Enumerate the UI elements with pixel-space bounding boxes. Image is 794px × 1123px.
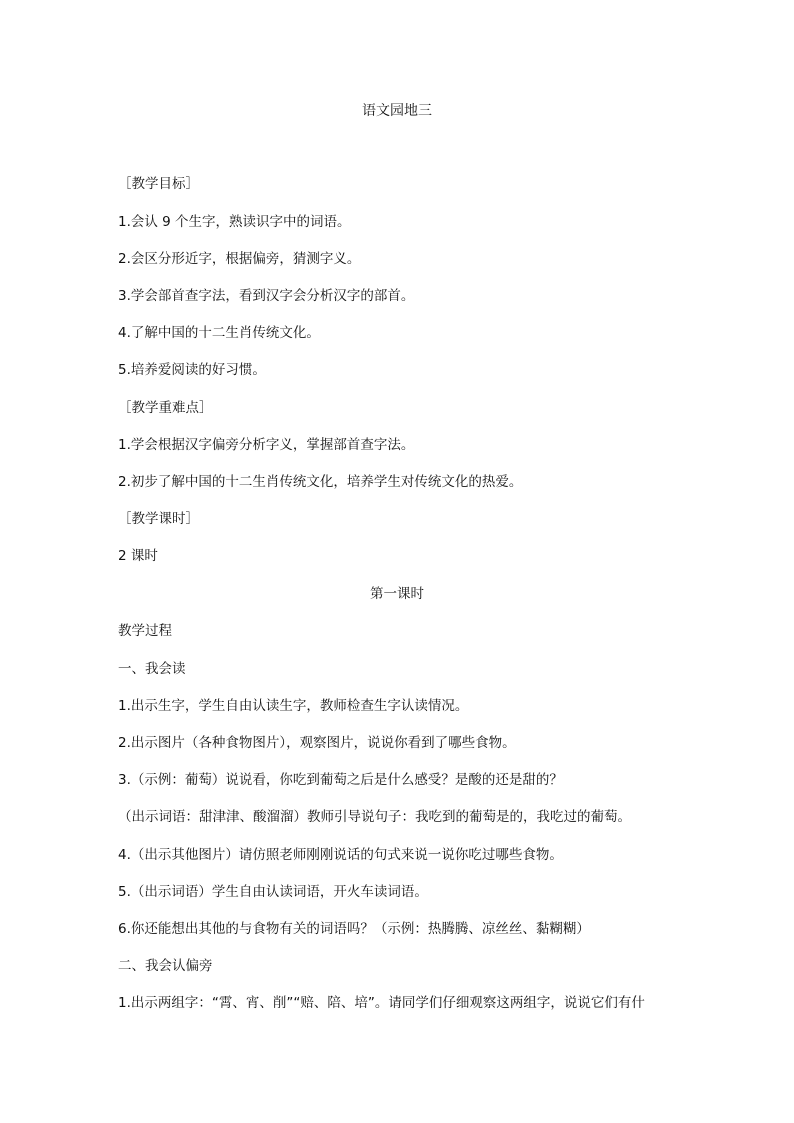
key-point-2: 2.初步了解中国的十二生肖传统文化，培养学生对传统文化的热爱。 [118, 474, 523, 490]
section-heading-periods: ［教学课时］ [118, 511, 199, 527]
key-point-1: 1.学会根据汉字偏旁分析字义，掌握部首查字法。 [118, 437, 415, 453]
objective-2: 2.会区分形近字，根据偏旁，猜测字义。 [118, 251, 361, 267]
part-heading-1: 一、我会读 [118, 661, 186, 677]
step-3-continued: （出示词语：甜津津、酸溜溜）教师引导说句子：我吃到的葡萄是的，我吃过的葡萄。 [118, 809, 631, 825]
step-5: 5.（出示词语）学生自由认读词语，开火车读词语。 [118, 884, 428, 900]
section-heading-objectives: ［教学目标］ [118, 176, 199, 192]
objective-1: 1.会认 9 个生字，熟读识字中的词语。 [118, 214, 351, 230]
lesson-heading: 第一课时 [370, 586, 424, 602]
step-2: 2.出示图片（各种食物图片），观察图片，说说你看到了哪些食物。 [118, 735, 516, 751]
step-1: 1.出示生字，学生自由认读生字，教师检查生字认读情况。 [118, 698, 469, 714]
step-4: 4.（出示其他图片）请仿照老师刚刚说话的句式来说一说你吃过哪些食物。 [118, 847, 563, 863]
document-title: 语文园地三 [362, 103, 432, 119]
objective-5: 5.培养爱阅读的好习惯。 [118, 362, 266, 378]
period-count: 2 课时 [118, 548, 158, 564]
part-heading-2: 二、我会认偏旁 [118, 958, 213, 974]
radical-step-1: 1.出示两组字：“霄、宵、削”“赔、陪、培”。请同学们仔细观察这两组字，说说它们有什 [118, 995, 645, 1011]
step-3: 3.（示例：葡萄）说说看，你吃到葡萄之后是什么感受？是酸的还是甜的？ [118, 772, 563, 788]
step-6: 6.你还能想出其他的与食物有关的词语吗？（示例：热腾腾、凉丝丝、黏糊糊） [118, 921, 590, 937]
section-heading-key-points: ［教学重难点］ [118, 400, 213, 416]
objective-4: 4.了解中国的十二生肖传统文化。 [118, 325, 320, 341]
objective-3: 3.学会部首查字法，看到汉字会分析汉字的部首。 [118, 288, 415, 304]
process-heading: 教学过程 [118, 623, 172, 639]
